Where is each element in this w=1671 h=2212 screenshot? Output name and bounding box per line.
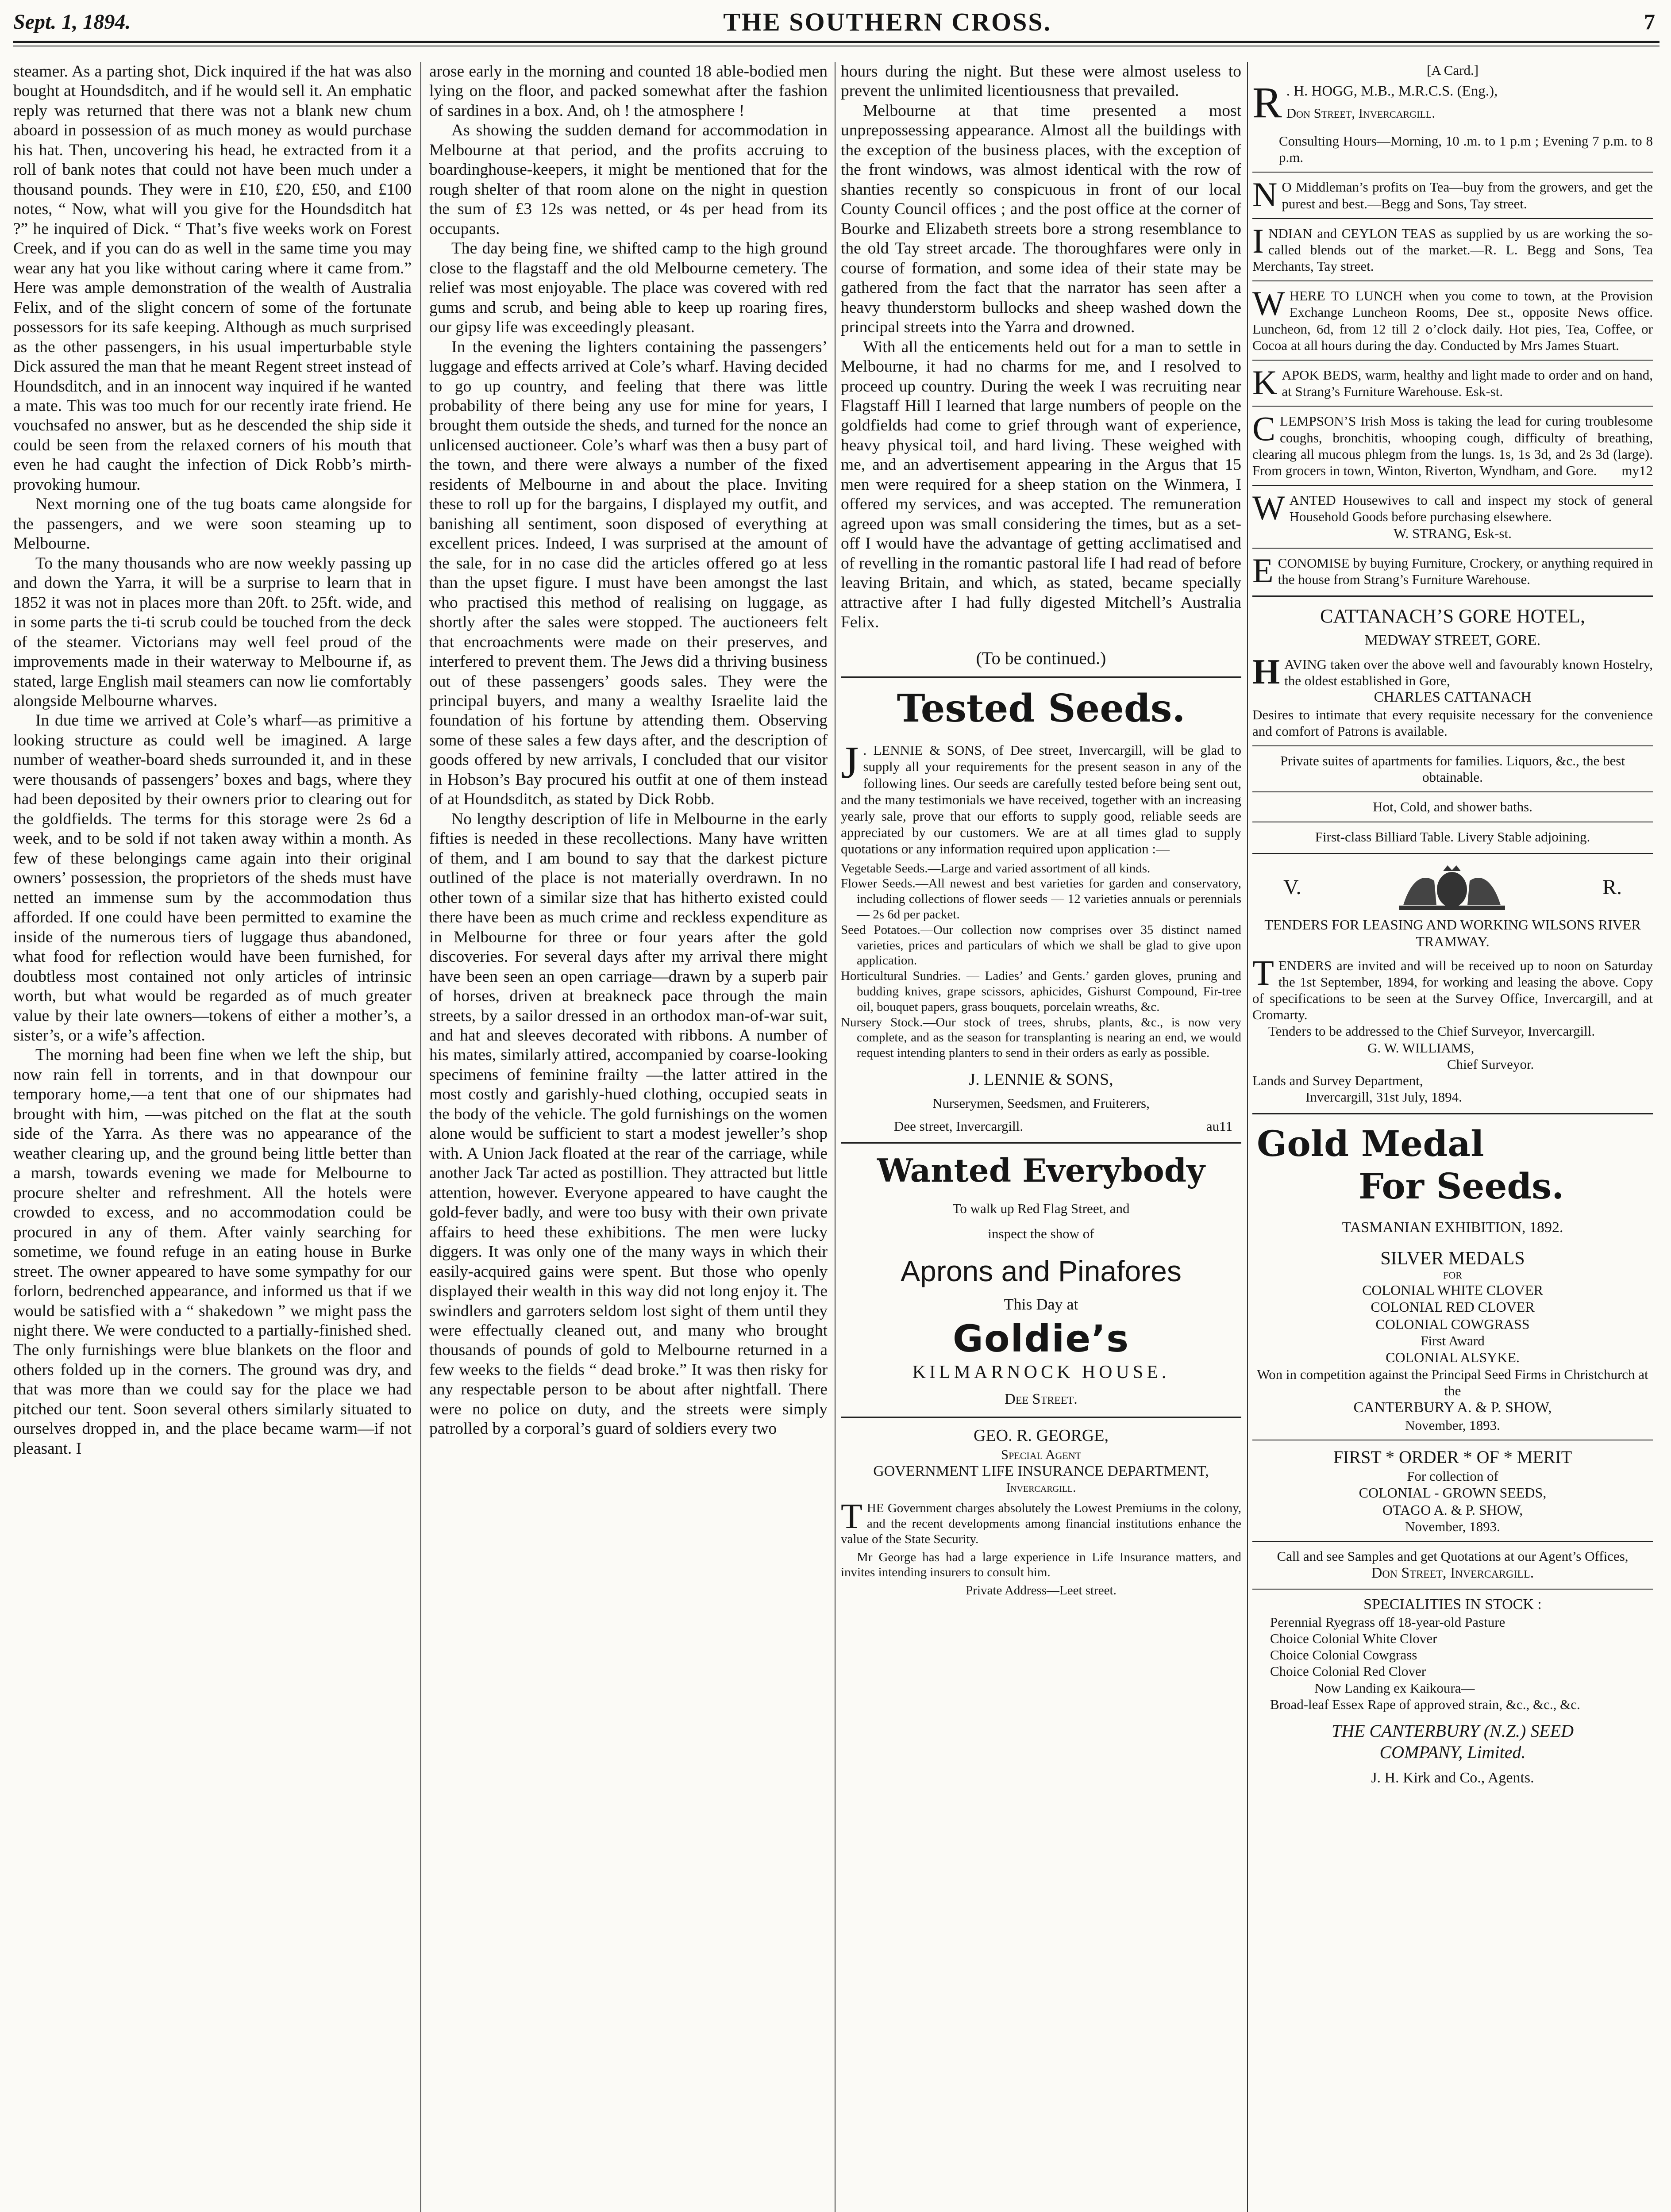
list-item: Now Landing ex Kaikoura— <box>1314 1680 1475 1696</box>
list-item: Vegetable Seeds.—Large and varied assortment of all kinds. <box>841 861 1151 876</box>
divider <box>841 676 1241 678</box>
award-line: For collection of <box>1407 1468 1498 1484</box>
list-item: Seed Potatoes.—Our collection now comprises over 35 distinct named varieties, prices and particulars of which we shall be glad to give upon application. <box>841 922 1241 968</box>
dropcap-letter: R <box>1252 78 1282 127</box>
divider <box>1252 1113 1653 1114</box>
hotel-owner: CHARLES CATTANACH <box>1374 689 1532 706</box>
article-paragraph: arose early in the morning and counted 18 able-bodied men lying on the floor, and packed somewhat after the fashion of sardines in a box. And, oh ! the atmosphere ! <box>429 62 828 120</box>
small-ad-text: NDIAN and CEYLON TEAS as supplied by us are working the so-called blends out of the market.—R. L. Begg and Sons, Tea Merchants, Tay street. <box>1252 225 1653 274</box>
small-ad-text: APOK BEDS, warm, healthy and light made to order and on hand, at Strang’s Furniture Warehouse. Esk-st. <box>1282 367 1653 399</box>
award-line: COLONIAL RED CLOVER <box>1371 1299 1535 1315</box>
small-ad-text: ANTED Housewives to call and inspect my stock of general Household Goods before purchasing elsewhere. <box>1289 492 1653 525</box>
ad-line: This Day at <box>1004 1295 1078 1313</box>
hotel-title: CATTANACH’S GORE HOTEL, <box>1320 605 1585 627</box>
list-item: Choice Colonial Red Clover <box>1270 1663 1426 1679</box>
agent-role: Special Agent <box>1001 1446 1082 1462</box>
header-rule-thick <box>13 41 1659 43</box>
wanted-everybody-heading: Wanted Everybody <box>877 1151 1205 1189</box>
article-paragraph: steamer. As a parting shot, Dick inquired if the hat was also bought at Houndsditch, and if he would sell it. An emphatic reply was returned that there was not a blank new chum aboard in possession of as much money as would purchase his hat. Then, uncovering his head, he extracted from it a roll of bank notes that could not have been much under a thousand pounds. They were in £10, £20, £50, and £100 notes, “ Now, what will you give for the Houndsditch hat ?” he inquired of Dick. “ That’s five weeks work on Forest Creek, and if you can do as well in the same time you may wear any hat you like without caring where it came from.” Here was ample demonstration of the wealth of Australia Felix, and of the slight concern of some of the fortunate possessors for its safe keeping. Although as much surprised as the other passengers, in his usual imperturbable style Dick assured the man that he meant Regent street instead of Houndsditch, and in an innocent way inquired if he wanted a mate. This was too much for our recently irate friend. He vouchsafed no answer, but as he descended the ship side it could be seen from the relaxed corners of his mouth that even he had caught the infection of Dick Robb’s mirth-provoking humour. <box>13 62 412 494</box>
exhibition-name: TASMANIAN EXHIBITION, 1892. <box>1342 1219 1563 1236</box>
award-line: COLONIAL ALSYKE. <box>1386 1349 1520 1366</box>
award-line: COLONIAL WHITE CLOVER <box>1362 1282 1543 1298</box>
show-date: November, 1893. <box>1405 1518 1500 1534</box>
competition-line: Won in competition against the Principal Seed Firms in Christchurch at the <box>1257 1366 1648 1398</box>
wanted-everybody-ad <box>841 1152 1241 1409</box>
survey-department: Lands and Survey Department, <box>1252 1072 1423 1088</box>
ad-line: inspect the show of <box>988 1226 1094 1242</box>
tested-seeds-intro: . LENNIE & SONS, of Dee street, Invercargill, will be glad to supply all your requirements for the present season in any of the following lines. Our seeds are carefully tested before being sent out, and the many testimonials we have received, together with an increasing yearly sale, prove that our efforts to supply good, reliable seeds are appreciated by our customers. We are at all times glad to supply quotations or any information required upon application :— <box>841 742 1241 857</box>
advertisement-column <box>1252 62 1653 2212</box>
small-ad <box>1252 409 1653 479</box>
insurance-body: HE Government charges absolutely the Lowest Premiums in the colony, and the recent developments among financial institutions enhance the value of the State Security. <box>841 1501 1241 1546</box>
list-item: Broad-leaf Essex Rape of approved strain, &c., &c., &c. <box>1270 1696 1580 1712</box>
small-ad-text: O Middleman’s profits on Tea—buy from the growers, and get the purest and best.—Begg and Sons, Tay street. <box>1282 179 1653 211</box>
gold-medal-heading: Gold Medal <box>1257 1123 1484 1165</box>
small-ad <box>1252 175 1653 214</box>
list-item: Nursery Stock.—Our stock of trees, shrubs, plants, &c., is now very complete, and as the season for transplanting is nearing an end, we would request intending planters to send in their orders as early as possible. <box>841 1015 1241 1060</box>
royal-emblem <box>1283 863 1622 912</box>
article-column-2 <box>429 62 828 2212</box>
article-paragraph: The morning had been fine when we left the ship, but now rain fell in torrents, and in that downpour our temporary home,—a tent that one of our shipmates had brought with him, —was pitched on the flat at the south side of the Yarra. As there was no appearance of the weather clearing up, and the ground being little better than a marsh, towards evening we made for Melbourne to procure shelter and refreshment. All the hotels were crowded to excess, and no accommodation could be procured in any of them. After vainly searching for sometime, we found refuge in an eating house in Burke street. The owner appeared to have some sympathy for our forlorn, bedrenched appearance, and informed us that if we would be satisfied with a “ shakedown ” we might pass the night there. We were conducted to a partially-finished shed. The only furnishings were blue blankets on the floor and others folded up in the corners. The ground was dry, and that was more than we could say for the place we had pitched our tent. Soon several others similarly situated to ourselves dropped in, and the place became warm—if not pleasant. I <box>13 1046 412 1458</box>
tested-seeds-heading: Tested Seeds. <box>897 686 1186 731</box>
small-ad <box>1252 363 1653 402</box>
firm-name: J. LENNIE & SONS, <box>969 1070 1113 1089</box>
small-ad-text: HERE TO LUNCH when you come to town, at the Provision Exchange Luncheon Rooms, Dee st., opposite News office. Luncheon, 6d, from 12 till 2 o’clock daily. Hot pies, Tea, Coffee, or Cocoa at all hours during the day. Conducted by Mrs James Stuart. <box>1252 288 1653 353</box>
small-ad <box>1252 551 1653 590</box>
surveyor-name: G. W. WILLIAMS, <box>1367 1040 1475 1056</box>
award-line: COLONIAL - GROWN SEEDS, <box>1359 1485 1547 1501</box>
divider <box>1252 853 1653 854</box>
dropcap-letter: K <box>1252 363 1278 402</box>
page-number: 7 <box>1644 9 1655 34</box>
dropcap-letter: W <box>1252 284 1285 323</box>
for-label: FOR <box>1443 1270 1462 1281</box>
agent-name: GEO. R. GEORGE, <box>973 1426 1109 1445</box>
call-line: Call and see Samples and get Quotations at our Agent’s Offices, <box>1277 1548 1629 1564</box>
divider <box>1252 595 1653 597</box>
hotel-body: AVING taken over the above well and favourably known Hostelry, the oldest established in Gore, <box>1284 656 1653 688</box>
agent-street: Don Street, Invercargill. <box>1371 1565 1534 1582</box>
card-label: [A Card.] <box>1426 62 1479 78</box>
article-column-3 <box>841 62 1241 2212</box>
vr-left: V. <box>1283 875 1301 899</box>
specialities-list <box>1252 1614 1653 1713</box>
tenders-body: ENDERS are invited and will be received up to noon on Saturday the 1st September, 1894, for working and leasing the above. Copy of specifications to be seen at the Survey Office, Invercargill, and at Cromarty. <box>1252 957 1653 1023</box>
list-item: Perennial Ryegrass off 18-year-old Pasture <box>1270 1614 1505 1630</box>
life-insurance-ad <box>841 1426 1241 1598</box>
issue-date: Sept. 1, 1894. <box>13 10 131 34</box>
divider <box>841 1417 1241 1418</box>
divider <box>1252 406 1653 407</box>
specialities-heading: SPECIALITIES IN STOCK : <box>1363 1596 1542 1613</box>
agents-line: J. H. Kirk and Co., Agents. <box>1371 1770 1534 1786</box>
divider <box>841 1142 1241 1144</box>
small-ad-text: CONOMISE by buying Furniture, Crockery, or anything required in the house from Strang’s Furniture Warehouse. <box>1278 555 1653 587</box>
dee-street: Dee Street. <box>1005 1391 1078 1408</box>
award-line: First Award <box>1421 1333 1485 1348</box>
list-item: Flower Seeds.—All newest and best varieties for garden and conservatory, including collections of flower seeds — 12 varieties annuals or perennials — 2s 6d per packet. <box>841 876 1241 922</box>
small-ad <box>1252 284 1653 353</box>
goldies-heading: Goldie’s <box>952 1317 1130 1360</box>
dropcap-letter: H <box>1252 652 1280 691</box>
small-ad <box>1252 488 1653 541</box>
divider <box>1252 548 1653 549</box>
company-name: THE CANTERBURY (N.Z.) SEED <box>1331 1721 1574 1741</box>
to-be-continued: (To be continued.) <box>976 648 1106 668</box>
kilmarnock-house: KILMARNOCK HOUSE. <box>912 1362 1170 1382</box>
article-paragraph: hours during the night. But these were almost useless to prevent the unlimited licentiousness that prevailed. <box>841 62 1241 100</box>
article-paragraph: The day being fine, we shifted camp to the high ground close to the flagstaff and the old Melbourne cemetery. The relief was most enjoyable. The place was covered with red gums and scrub, and being able to keep up roaring fires, our gipsy life was exceedingly pleasant. <box>429 239 828 337</box>
divider <box>1252 485 1653 486</box>
tested-seeds-ad <box>841 686 1241 1134</box>
tenders-date: Invercargill, 31st July, 1894. <box>1305 1089 1462 1105</box>
hotel-body-2: Desires to intimate that every requisite necessary for the convenience and comfort of Patrons is available. <box>1252 707 1653 739</box>
silver-medals: SILVER MEDALS <box>1380 1248 1525 1269</box>
divider <box>1252 791 1653 792</box>
hogg-card <box>1252 62 1653 165</box>
newspaper-title: THE SOUTHERN CROSS. <box>723 7 1052 36</box>
for-seeds-heading: For Seeds. <box>1359 1165 1564 1207</box>
consulting-hours: Consulting Hours—Morning, 10 .m. to 1 p.m ; Evening 7 p.m. to 8 p.m. <box>1279 133 1653 165</box>
doctor-address: Don Street, Invercargill. <box>1286 105 1436 121</box>
tenders-body-2: Tenders to be addressed to the Chief Surveyor, Invercargill. <box>1268 1023 1595 1039</box>
gold-medal-ad <box>1252 1122 1653 1787</box>
tenders-heading: TENDERS FOR LEASING AND WORKING WILSONS RIVER TRAMWAY. <box>1264 916 1641 950</box>
hotel-suites: Private suites of apartments for families. Liquors, &c., the best obtainable. <box>1280 753 1625 785</box>
award-line: COLONIAL COWGRASS <box>1375 1316 1530 1332</box>
show-date: November, 1893. <box>1405 1417 1500 1433</box>
firm-address: Dee street, Invercargill. <box>894 1118 1024 1134</box>
dropcap-letter: I <box>1252 221 1264 260</box>
firm-trade: Nurserymen, Seedsmen, and Fruiterers, <box>932 1095 1150 1111</box>
small-ad-text: LEMPSON’S Irish Moss is taking the lead for curing troublesome coughs, bronchitis, whooping cough, difficulty of breathing, clearing all mucous phlegm from the lungs. 1s, 1s 3d, and 2s 3d (large). From grocers in town, Winton, Riverton, Wyndham, and Gore. <box>1252 413 1653 478</box>
ad-code: au11 <box>1206 1118 1232 1134</box>
otago-show: OTAGO A. & P. SHOW, <box>1382 1502 1523 1518</box>
divider <box>1252 1589 1653 1590</box>
list-item: Choice Colonial Cowgrass <box>1270 1647 1417 1663</box>
dropcap-letter: C <box>1252 409 1276 448</box>
hotel-billiards: First-class Billiard Table. Livery Stable adjoining. <box>1315 829 1590 845</box>
divider <box>1252 218 1653 219</box>
small-ad <box>1252 221 1653 275</box>
royal-crest-icon <box>1390 863 1514 912</box>
hotel-baths: Hot, Cold, and shower baths. <box>1373 799 1532 815</box>
tenders-ad <box>1252 863 1653 1105</box>
dropcap-letter: E <box>1252 551 1274 590</box>
aprons-heading: Aprons and Pinafores <box>901 1254 1182 1287</box>
insurance-body-2: Mr George has had a large experience in Life Insurance matters, and invites intending insurers to consult him. <box>841 1550 1241 1580</box>
doctor-name: . H. HOGG, M.B., M.R.C.S. (Eng.), <box>1286 83 1498 100</box>
dropcap-letter: J <box>841 737 859 788</box>
divider <box>1252 745 1653 746</box>
column-rule <box>1247 62 1248 2212</box>
article-paragraph: Next morning one of the tug boats came alongside for the passengers, and we were soon steaming up to Melbourne. <box>13 495 412 553</box>
dropcap-letter: N <box>1252 175 1278 214</box>
divider <box>1252 1541 1653 1542</box>
gore-hotel-ad <box>1252 605 1653 845</box>
article-paragraph: Melbourne at that time presented a most unprepossessing appearance. Almost all the buildings with the exception of the business places, with the exception of the front windows, was almost identical with the row of shanties recently so conspicuous in front of our local County Council offices ; and the post office at the corner of Bourke and Elizabeth streets bore a strong resemblance to the old Tay street arcade. The thoroughfares were only in course of formation, and some idea of their state may be gathered from the fact that the narrator has seen after a heavy thunderstorm bullocks and sheep washed down the principal streets into the Yarra and drowned. <box>841 101 1241 337</box>
dropcap-letter: T <box>1252 953 1274 993</box>
dropcap-letter: W <box>1252 488 1285 527</box>
article-paragraph: In the evening the lighters containing the passengers’ luggage and effects arrived at Cole’s wharf. Having decided to go up country, and feeling that there was little probability of there being any use for mine for years, I brought them outside the sheds, and turned for the nonce an unlicensed auctioneer. Cole’s wharf was then a busy part of the town, and there were always a number of the fixed residents of Melbourne in and about the place. Inviting these to roll up for the bargains, I displayed my outfit, and banishing all sentiment, soon disposed of everything at excellent prices. Indeed, I was surprised at the amount of the sale, for in no case did the articles offered go at less than the upset figure. I must have been amongst the last who practised this method of realising on luggage, as shortly after the sales were stopped. The auctioneers felt that encroachments were made on their preserves, and interfered to prevent them. The Jews did a thriving business out of these passengers’ goods sales. They were the principal buyers, and many a wealthy Israelite laid the foundation of his fortune by attending them. Observing some of these sales a few days after, and the description of goods offered by new arrivals, I concluded that our visitor in Hobson’s Bay procured his outfit at one of them instead of at Houndsditch, as stated by Dick Robb. <box>429 338 828 809</box>
company-name-2: COMPANY, Limited. <box>1379 1742 1526 1762</box>
article-column-1 <box>13 62 412 2212</box>
article-paragraph: With all the enticements held out for a man to settle in Melbourne, it had no charms for me, and I resolved to proceed up country. During the week I was recruiting near Flagstaff Hill I learned that large numbers of people on the goldfields had come to grief through want of experience, heavy physical toil, and hard living. These weighed with me, and an advertisement appearing in the Argus that 15 men were required for a sheep station on the Winmera, I offered my services, and was accepted. The remuneration agreed upon was small considering the times, but as a set-off I would have the advantage of getting acclimatised and of revelling in the romantic pastoral life I had read of before leaving Britain, and which, as stated, became specially attractive after I had fully digested Mitchell’s Australia Felix. <box>841 338 1241 632</box>
article-paragraph: To the many thousands who are now weekly passing up and down the Yarra, it will be a surprise to learn that in 1852 it was not in places more than 20ft. to 25ft. wide, and in some parts the ti-ti scrub could be touched from the deck of the steamer. Victorians may well feel proud of the improvements made in their waterway to Melbourne if, as stated, large English mail steamers can now lie comfortably alongside Melbourne wharves. <box>13 554 412 710</box>
hotel-street: MEDWAY STREET, GORE. <box>1364 632 1541 649</box>
dropcap-letter: T <box>841 1497 862 1536</box>
divider <box>1252 280 1653 281</box>
private-address: Private Address—Leet street. <box>966 1583 1117 1598</box>
department-town: Invercargill. <box>1006 1481 1076 1495</box>
list-item: Choice Colonial White Clover <box>1270 1631 1437 1647</box>
tested-seeds-list <box>841 861 1241 1061</box>
order-of-merit: FIRST * ORDER * OF * MERIT <box>1333 1447 1572 1467</box>
column-rule <box>835 62 836 2212</box>
vr-right: R. <box>1602 875 1622 899</box>
masthead <box>13 6 1659 37</box>
department-name: GOVERNMENT LIFE INSURANCE DEPARTMENT, <box>873 1463 1209 1479</box>
small-ad-sign: W. STRANG, Esk-st. <box>1394 525 1512 541</box>
divider <box>1252 360 1653 361</box>
article-paragraph: No lengthy description of life in Melbourne in the early fifties is needed in these recollections. Many have written of them, and I am bound to say that the darkest picture outlined of the place is not materially overdrawn. In no other town of a similar size that has hitherto existed could there have been as much crime and reckless expenditure as in Melbourne for three or four years after the gold discoveries. For several days after my arrival there might have been seen an open carriage—drawn by a superb pair of horses, driven at breakneck pace through the main streets, by a sailor dressed in an orthodox man-of-war suit, and hat and sleeves decorated with ribbons. A number of his mates, similarly attired, accompanied by coarse-looking specimens of feminine frailty —the latter attired in the most costly and garishly-hued clothing, occupied seats in the body of the vehicle. The gold furnishings on the women alone would be sufficient to start a modest jeweller’s shop with. A Union Jack floated at the rear of the carriage, while another Jack Tar acted as postillion. They attracted but little attention, however. Everyone appeared to have caught the gold-fever badly, and were too busy with their own private affairs to heed these exhibitions. The men were lucky diggers. It was only one of the many ways in which their easily-acquired gains were spent. But those who openly displayed their wealth in this way did not long enjoy it. The swindlers and garroters seldom lost sight of them until they were effectually cleaned out, and many who brought thousands of pounds of gold to Melbourne returned in a few weeks to the fields “ dead broke.” It was then risky for any respectable person to be about after nightfall. There were no police on duty, and the streets were simply patrolled by a corporal’s guard of soldiers every two <box>429 810 828 1438</box>
article-paragraph: As showing the sudden demand for accommodation in Melbourne at that period, and the profits accruing to boardinghouse-keepers, it might be mentioned that for the rough shelter of that room alone on the night in question the sum of £3 12s was netted, or 4s per head from its occupants. <box>429 121 828 238</box>
surveyor-role: Chief Surveyor. <box>1447 1056 1534 1072</box>
ad-line: To walk up Red Flag Street, and <box>952 1201 1130 1217</box>
divider <box>1252 172 1653 173</box>
canterbury-show: CANTERBURY A. & P. SHOW, <box>1353 1399 1552 1416</box>
ad-code: my12 <box>1621 462 1653 478</box>
column-rule <box>420 62 421 2212</box>
list-item: Horticultural Sundries. — Ladies’ and Gents.’ garden gloves, pruning and budding knives, grape scissors, aphicides, Gishurst Compound, Fir-tree oil, bouquet papers, grass bouquets, porcelain wreaths, &c. <box>841 969 1241 1014</box>
article-paragraph: In due time we arrived at Cole’s wharf—as primitive a looking structure as could well be imagined. A large number of weather-board sheds surrounded it, and in these were thousands of passengers’ boxes and bags, where they had been deposited by their owners prior to clearing out for the goldfields. The terms for this storage were 2s 6d a week, and to be sold if not taken away within a month. As few of these belongings came again into their original owners’ possession, the proprietors of the sheds must have netted an immense sum by the accommodation thus afforded. If one could have been permitted to examine the inside of the numerous tiers of luggage thus abandoned, what food for reflection would have been furnished, for doubtless most contained not only articles of intrinsic worth, but what would be regarded as of much greater value by their late owners—tokens of either a mother’s, a sister’s, or a wife’s affection. <box>13 711 412 1045</box>
